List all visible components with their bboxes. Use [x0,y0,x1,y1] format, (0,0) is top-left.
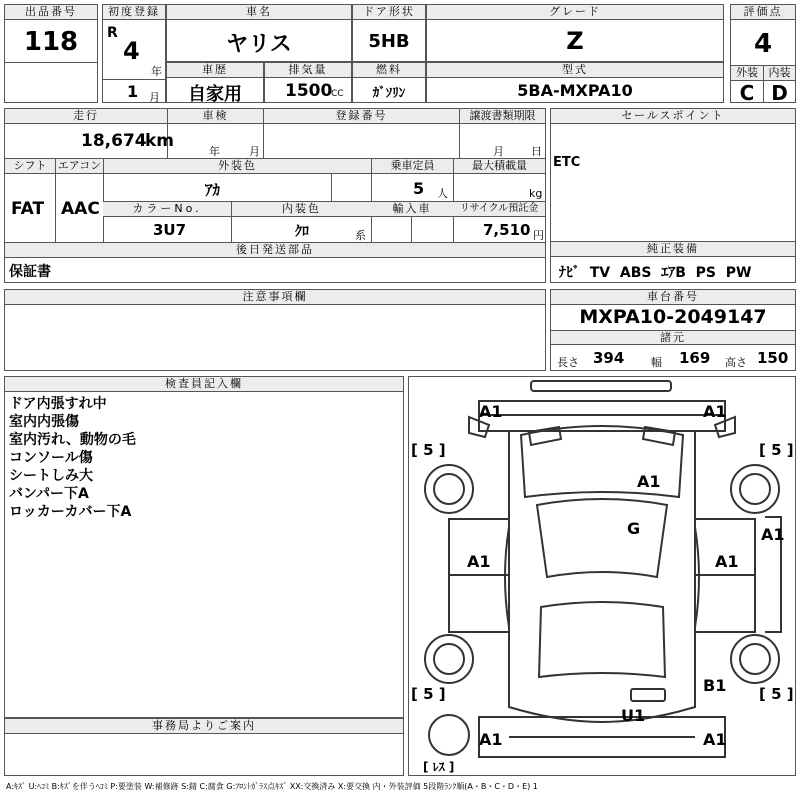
interior-grade: D [771,81,788,105]
car-name-label: 車名 [167,5,351,20]
max-load-label: 最大積載量 [453,159,545,174]
tire-front-right: [ 5 ] [759,441,794,459]
recycle-label: リサイクル預託金 [453,202,545,217]
capacity-unit: 人 [437,187,448,200]
grade: Z [566,27,584,55]
later-parts-box [4,257,546,283]
legend: A:ｷｽﾞ U:ﾍｺﾐ B:ｷｽﾞを伴うﾍｺﾐ P:要塗装 W:補修跡 S:錆 C:腐食 G:ﾌﾛﾝﾄｶﾞﾗｽ点ｷｽﾞ XX:交換済み X:要交換 内・外装評価 5段階ﾗﾝｸ順(A・B・C・D・E) 1 [6,782,538,791]
score-label: 評価点 [731,5,795,20]
model-label: 型式 [427,63,723,78]
shift-label: シフト [5,159,55,174]
inspector-notes [9,395,136,521]
chassis-box [550,289,796,371]
inspector-note: 室内汚れ、動物の毛 [9,432,136,448]
score: 4 [753,29,773,59]
transfer-label: 譲渡書類期限 [459,109,545,124]
history: 自家用 [188,84,242,105]
equipment: ﾅﾋﾞ TV ABS ｴｱB PS PW [559,265,752,281]
inspection-month-unit: 月 [249,145,260,158]
width-label: 幅 [651,356,662,369]
inspector-label: 検査員記入欄 [5,377,403,392]
sales-points-label: セールスポイント [551,109,795,124]
recycle-fee: 7,510 [483,221,531,239]
ext-color-label: 外装色 [103,159,371,174]
inspection-year-unit: 年 [209,145,220,158]
int-color-unit: 系 [355,229,366,242]
first-reg-year: 4 [123,37,140,65]
grade-box [426,4,724,62]
mark-door-left: A1 [467,552,491,571]
displacement-label: 排気量 [265,63,351,78]
history-label: 車歴 [167,63,263,78]
chassis-number: MXPA10-2049147 [579,306,767,328]
spare-tire: [ ﾚｽ ] [423,760,455,774]
reg-no-label: 登録番号 [263,109,459,124]
int-color: ｸﾛ [295,224,309,240]
door-type: 5HB [368,31,410,52]
recycle-unit: 円 [533,229,544,242]
car-diagram [408,376,796,776]
lot-number-box [4,4,98,103]
interior-label: 内装 [763,66,795,81]
tire-front-left: [ 5 ] [411,441,446,459]
exterior-label: 外装 [731,66,763,81]
grade-label: グレード [427,5,723,20]
displacement-box [264,62,352,103]
ac-label: エアコン [55,159,103,174]
chassis-label: 車台番号 [551,290,795,305]
office-label: 事務局よりご案内 [5,719,403,734]
equipment-box [550,241,796,283]
year-unit: 年 [151,65,162,78]
mark-front-right: A1 [703,402,727,421]
max-load-unit: kg [529,187,543,200]
details-box [4,108,546,258]
sales-points: ETC [553,155,581,170]
model-box [426,62,724,103]
width: 169 [679,349,711,367]
displacement-unit: CC [331,89,344,99]
mark-roof: G [627,519,641,538]
fuel-label: 燃料 [353,63,425,78]
mark-rear-corner: B1 [703,676,727,695]
office-box [4,718,404,776]
door-box [352,4,426,62]
mileage-label: 走行 [5,109,167,124]
import-label: 輸入車 [371,202,453,217]
mark-rear-right: A1 [703,730,727,749]
mileage: 18,674 [81,131,147,151]
first-reg-month: 1 [127,82,139,101]
dims-label: 諸元 [551,330,795,345]
inspector-note: 室内内張傷 [9,414,79,430]
exterior-grade: C [739,81,755,105]
mark-rear-left: A1 [479,730,503,749]
mileage-unit: km [145,131,175,151]
tire-rear-right: [ 5 ] [759,685,794,703]
era: R [107,25,118,41]
inspector-box [4,376,404,718]
inspection-label: 車検 [167,109,263,124]
ext-color: ｱｶ [205,181,221,199]
fuel-box [352,62,426,103]
model-code: 5BA-MXPA10 [517,81,633,100]
height: 150 [757,349,789,367]
car-name-box [166,4,352,62]
length-label: 長さ [557,356,579,369]
month-unit: 月 [149,91,160,104]
int-color-label: 内装色 [231,202,371,217]
tire-rear-left: [ 5 ] [411,685,446,703]
capacity: 5 [413,179,425,198]
shift: FAT [11,199,45,219]
inspector-note: ドア内張すれ中 [9,396,107,412]
lot-number-label: 出品番号 [5,5,97,20]
inspector-note: バンパー下A [9,486,89,502]
inspector-note: シートしみ大 [9,468,93,484]
inspector-note: コンソール傷 [9,450,93,466]
inspector-note: ロッカーカバー下A [9,504,132,520]
mark-front-left: A1 [479,402,503,421]
capacity-label: 乗車定員 [371,159,453,174]
car-diagram-drawing [409,377,795,775]
mark-right-side: A1 [761,525,785,544]
first-registration-box [102,4,166,103]
door-label: ドア形状 [353,5,425,20]
equipment-label: 純正装備 [551,242,795,257]
mark-hood: A1 [637,472,661,491]
mark-door-right: A1 [715,552,739,571]
transfer-day-unit: 日 [531,145,542,158]
displacement: 1500 [285,81,333,101]
later-parts: 保証書 [9,264,51,280]
car-name: ヤリス [226,32,292,57]
caution-label: 注意事項欄 [5,290,545,305]
first-registration-label: 初度登録 [103,5,165,20]
height-label: 高さ [725,356,747,369]
length: 394 [593,349,625,367]
score-box [730,4,796,103]
caution-box [4,289,546,371]
later-parts-label: 後日発送部品 [5,243,545,258]
transfer-month-unit: 月 [493,145,504,158]
lot-number: 118 [23,27,79,57]
ac: AAC [61,199,100,219]
sales-points-box [550,108,796,242]
color-no: 3U7 [153,221,187,239]
mark-rear-bumper: U1 [621,706,646,725]
color-no-label: カラーNo. [103,202,231,217]
fuel: ｶﾞｿﾘﾝ [372,86,406,101]
history-box [166,62,264,103]
